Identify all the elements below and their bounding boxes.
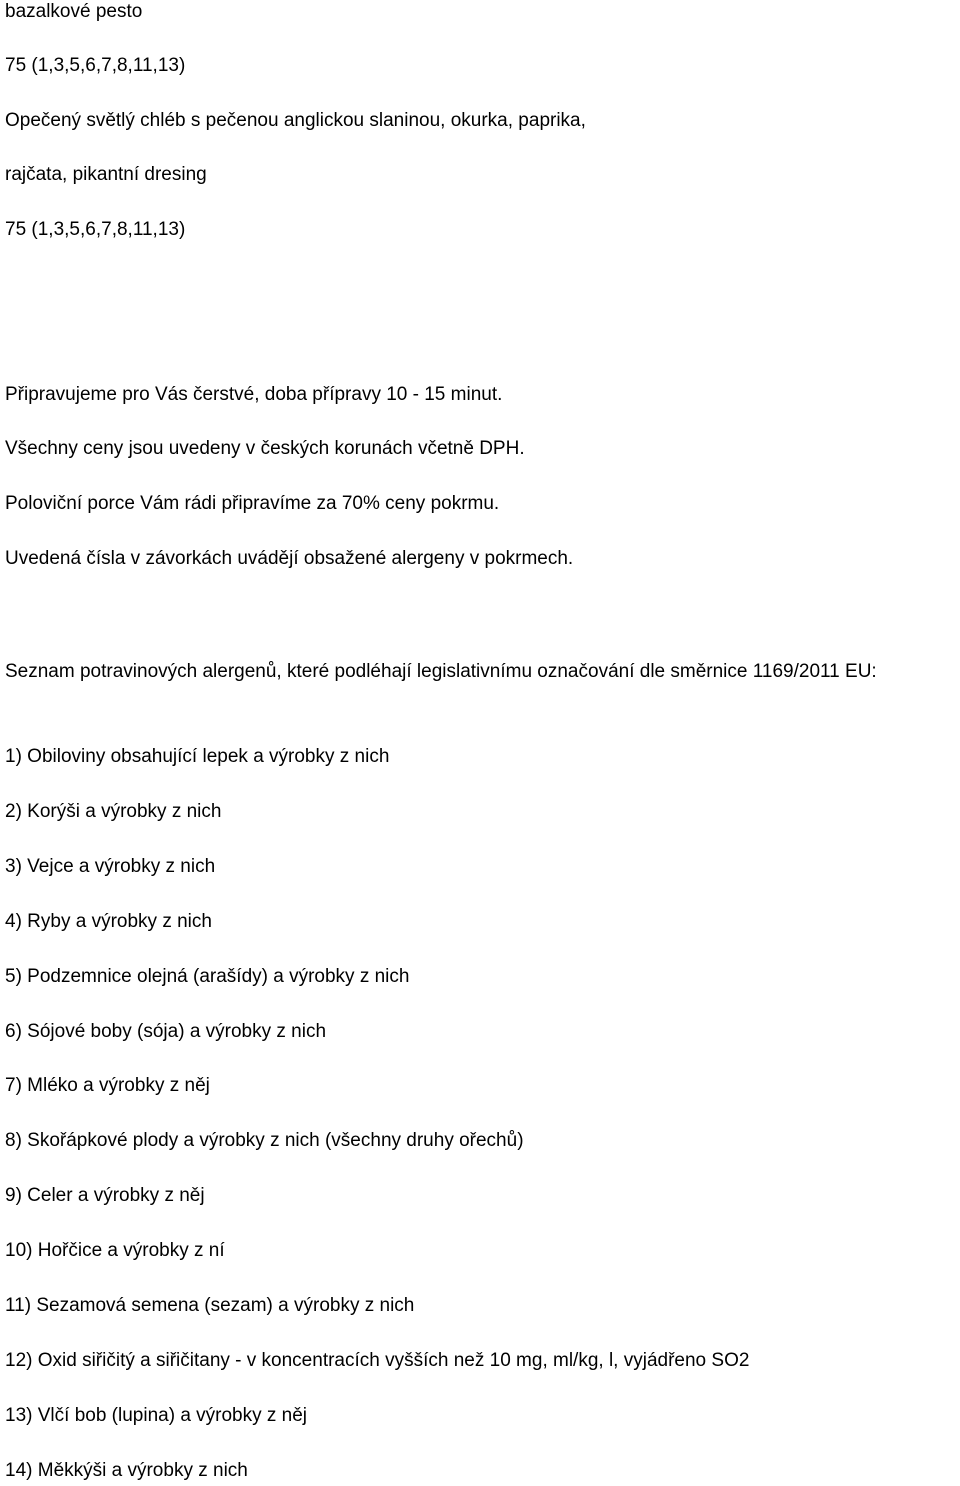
menu-item-name-end: bazalkové pesto: [5, 1, 143, 22]
allergen-list-item: 9) Celer a výrobky z něj: [5, 1185, 205, 1206]
allergen-list-item: 2) Korýši a výrobky z nich: [5, 801, 222, 822]
allergen-list-item: 13) Vlčí bob (lupina) a výrobky z něj: [5, 1405, 308, 1426]
allergen-list-item: 1) Obiloviny obsahující lepek a výrobky z nich: [5, 746, 390, 767]
menu-item-price: 75 (1,3,5,6,7,8,11,13): [5, 219, 186, 240]
allergen-list-item: 5) Podzemnice olejná (arašídy) a výrobky z nich: [5, 966, 410, 987]
allergen-list-item: 7) Mléko a výrobky z něj: [5, 1075, 210, 1096]
allergen-list-item: 10) Hořčice a výrobky z ní: [5, 1240, 225, 1261]
allergen-list-item: 3) Vejce a výrobky z nich: [5, 856, 216, 877]
allergen-list-item: 8) Skořápkové plody a výrobky z nich (všechny druhy ořechů): [5, 1130, 524, 1151]
allergen-list-item: 11) Sezamová semena (sezam) a výrobky z nich: [5, 1295, 415, 1316]
menu-item-price: 75 (1,3,5,6,7,8,11,13): [5, 55, 186, 76]
allergen-list-item: 6) Sójové boby (sója) a výrobky z nich: [5, 1021, 327, 1042]
allergen-list-item: 14) Měkkýši a výrobky z nich: [5, 1460, 248, 1481]
preparation-note: Připravujeme pro Vás čerstvé, doba přípravy 10 - 15 minut.: [5, 384, 503, 405]
menu-item-name-line-1: Opečený světlý chléb s pečenou anglickou slaninou, okurka, paprika,: [5, 110, 586, 131]
allergen-list-intro: Seznam potravinových alergenů, které podléhají legislativnímu označování dle směrnice 1169/2011 EU:: [5, 661, 877, 682]
allergen-list-item: 12) Oxid siřičitý a siřičitany - v koncentracích vyšších než 10 mg, ml/kg, l, vyjádřeno SO2: [5, 1350, 750, 1371]
half-portion-note: Poloviční porce Vám rádi připravíme za 70% ceny pokrmu.: [5, 493, 500, 514]
price-note: Všechny ceny jsou uvedeny v českých korunách včetně DPH.: [5, 438, 525, 459]
allergen-list-item: 4) Ryby a výrobky z nich: [5, 911, 212, 932]
allergen-number-note: Uvedená čísla v závorkách uvádějí obsažené alergeny v pokrmech.: [5, 548, 574, 569]
menu-item-name-line-2: rajčata, pikantní dresing: [5, 164, 207, 185]
